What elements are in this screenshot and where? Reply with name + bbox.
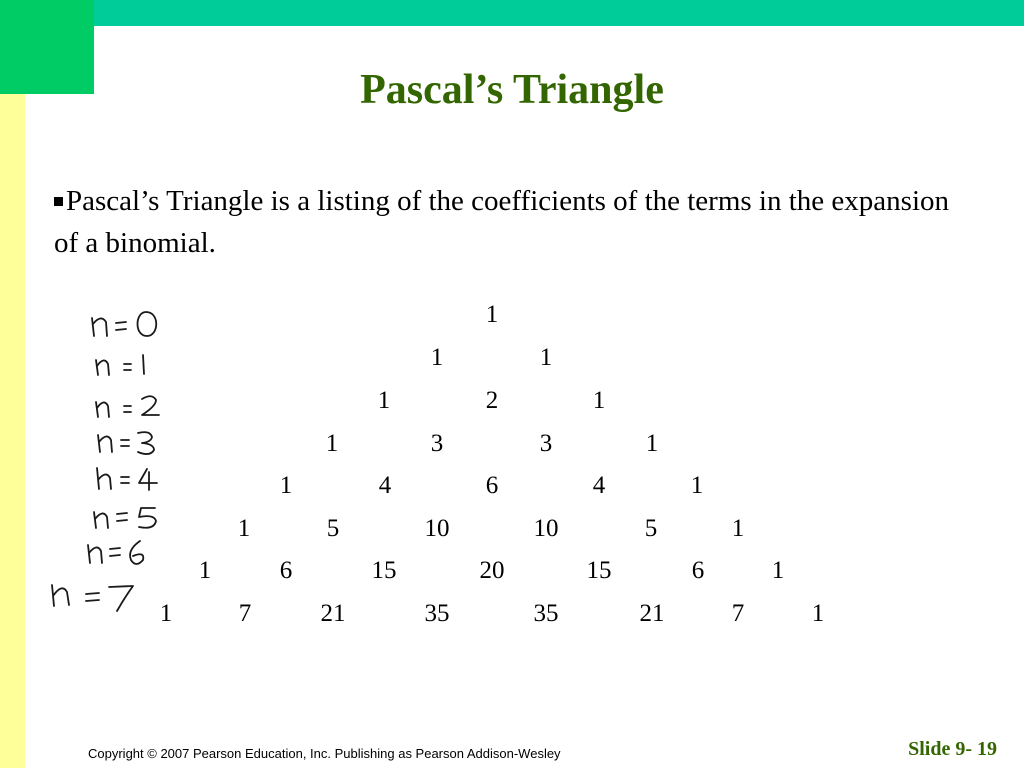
triangle-entry-r6-c4: 15 bbox=[586, 557, 612, 584]
triangle-entry-r4-c3: 4 bbox=[592, 472, 606, 499]
triangle-entry-r6-c6: 1 bbox=[771, 557, 785, 584]
triangle-entry-r5-c0: 1 bbox=[237, 515, 251, 542]
handwritten-label-n7 bbox=[52, 585, 133, 611]
triangle-entry-r5-c5: 1 bbox=[731, 515, 745, 542]
triangle-entry-r6-c2: 15 bbox=[371, 557, 397, 584]
triangle-entry-r7-c3: 35 bbox=[424, 600, 450, 627]
handwritten-label-n4 bbox=[97, 468, 157, 490]
slide-number: Slide 9- 19 bbox=[908, 738, 997, 760]
triangle-entry-r6-c5: 6 bbox=[691, 557, 705, 584]
triangle-entry-r3-c3: 1 bbox=[645, 430, 659, 457]
triangle-entry-r4-c1: 4 bbox=[378, 472, 392, 499]
triangle-entry-r7-c5: 21 bbox=[639, 600, 665, 627]
handwritten-label-n1 bbox=[96, 355, 144, 375]
copyright-footer: Copyright © 2007 Pearson Education, Inc. Publishing as Pearson Addison-Wesley bbox=[88, 746, 561, 761]
triangle-entry-r5-c4: 5 bbox=[644, 515, 658, 542]
triangle-entry-r4-c4: 1 bbox=[690, 472, 704, 499]
top-accent-bar bbox=[0, 0, 1024, 26]
side-accent-bar bbox=[0, 94, 25, 768]
triangle-entry-r5-c2: 10 bbox=[424, 515, 450, 542]
triangle-entry-r1-c0: 1 bbox=[430, 344, 444, 371]
triangle-entry-r6-c0: 1 bbox=[198, 557, 212, 584]
bullet-square-icon bbox=[54, 197, 63, 206]
triangle-entry-r7-c2: 21 bbox=[320, 600, 346, 627]
triangle-entry-r4-c0: 1 bbox=[279, 472, 293, 499]
bullet-point bbox=[54, 180, 954, 264]
triangle-entry-r3-c1: 3 bbox=[430, 430, 444, 457]
triangle-entry-r6-c3: 20 bbox=[479, 557, 505, 584]
slide-title: Pascal’s Triangle bbox=[360, 67, 664, 113]
triangle-entry-r7-c6: 7 bbox=[731, 600, 745, 627]
triangle-entry-r6-c1: 6 bbox=[279, 557, 293, 584]
triangle-entry-r7-c7: 1 bbox=[811, 600, 825, 627]
triangle-entry-r3-c2: 3 bbox=[539, 430, 553, 457]
triangle-entry-r4-c2: 6 bbox=[485, 472, 499, 499]
triangle-entry-r2-c0: 1 bbox=[377, 387, 391, 414]
triangle-entry-r7-c4: 35 bbox=[533, 600, 559, 627]
triangle-entry-r7-c0: 1 bbox=[159, 600, 173, 627]
triangle-entry-r5-c3: 10 bbox=[533, 515, 559, 542]
handwritten-label-n6 bbox=[88, 541, 143, 564]
handwritten-label-n0 bbox=[92, 312, 156, 336]
handwritten-label-n5 bbox=[94, 508, 156, 528]
triangle-entry-r2-c1: 2 bbox=[485, 387, 499, 414]
triangle-entry-r1-c1: 1 bbox=[539, 344, 553, 371]
triangle-entry-r7-c1: 7 bbox=[238, 600, 252, 627]
bullet-text: Pascal’s Triangle is a listing of the coefficients of the terms in the expansion of a binomial. bbox=[54, 185, 949, 259]
handwritten-label-n2 bbox=[96, 396, 159, 417]
handwritten-label-n3 bbox=[98, 432, 154, 454]
triangle-entry-r0-c0: 1 bbox=[485, 301, 499, 328]
triangle-entry-r2-c2: 1 bbox=[592, 387, 606, 414]
triangle-entry-r3-c0: 1 bbox=[325, 430, 339, 457]
triangle-entry-r5-c1: 5 bbox=[326, 515, 340, 542]
